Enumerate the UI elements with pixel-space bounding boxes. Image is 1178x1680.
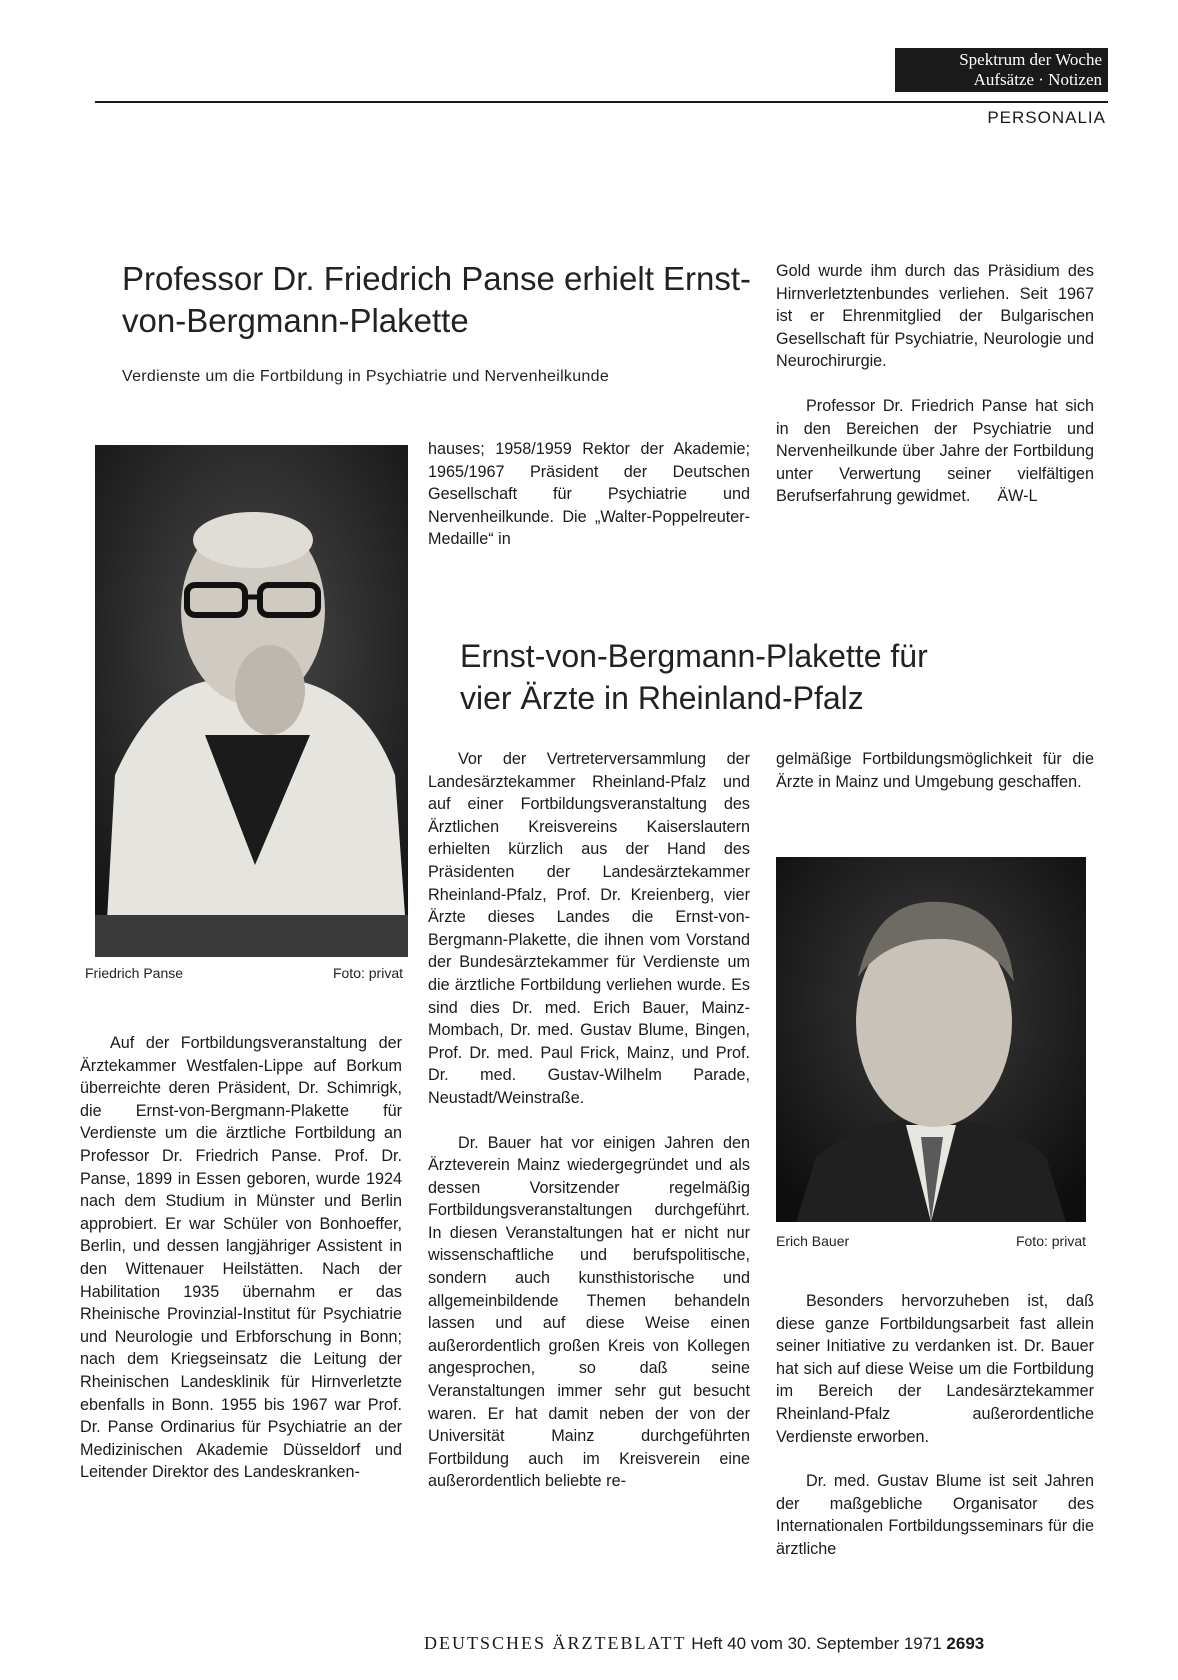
article1-closing-text: Professor Dr. Friedrich Panse hat sich in den Bereichen der Psychiatrie und Nervenheilkunde über Jahre der Fortbildung unter Verwertung seiner vielfältigen Berufserfahrung gewidmet. <box>776 396 1094 506</box>
photo-credit: Foto: privat <box>1015 1233 1086 1249</box>
article2-paragraph: Besonders hervorzuheben ist, daß diese ganze Fortbildungsarbeit fast allein seiner Initiative zu verdanken ist. Dr. Bauer hat sich auf diese Weise um die Fortbildung im Bereich der Landesärztekammer Rheinland-Pfalz außerordentliche Verdienste erworben. <box>776 1292 1094 1446</box>
article1-column-1 <box>80 1032 402 1484</box>
article2-paragraph: Dr. med. Gustav Blume ist seit Jahren der maßgebliche Organisator des Internationalen Fortbildungsseminars für die ärztliche <box>776 1472 1094 1558</box>
badge-line-1: Spektrum der Woche <box>959 50 1102 69</box>
page-footer <box>424 1633 984 1654</box>
portrait-panse-image <box>95 445 408 957</box>
bauer-caption <box>776 1233 1086 1249</box>
author-signature: ÄW-L <box>997 487 1038 506</box>
section-badge <box>895 48 1108 92</box>
portrait-bauer-image <box>776 857 1086 1222</box>
article2-paragraph: Dr. Bauer hat vor einigen Jahren den Ärzteverein Mainz wiedergegründet und als dessen Vorsitzender regelmäßig Fortbildungsveranstaltungen durchgeführt. In diesen Veranstaltungen hat er nicht nur wissenschaftliche und berufspolitische, sondern auch kunsthistorische und allgemeinbildende Themen behandeln lassen und auf diese Weise einen außerordentlich großen Kreis von Kollegen angesprochen, so daß seine Veranstaltungen immer sehr gut besucht waren. Er hat damit neben der von der Universität Mainz durchgeführten Fortbildung auch im Kreisverein eine außerordentlich beliebte re- <box>428 1133 750 1491</box>
article1-paragraph: hauses; 1958/1959 Rektor der Akademie; 1965/1967 Präsident der Deutschen Gesellschaft für Psychiatrie und Nervenheilkunde. Die „Walter-Poppelreuter-Medaille“ in <box>428 440 750 549</box>
page-number: 2693 <box>946 1634 985 1653</box>
article1-subtitle: Verdienste um die Fortbildung in Psychiatrie und Nervenheilkunde <box>122 368 610 385</box>
article1-paragraph: Gold wurde ihm durch das Präsidium des Hirnverletztenbundes verliehen. Seit 1967 ist er Ehrenmitglied der Bulgarischen Gesellschaft für Psychiatrie, Neurologie und Neurochirurgie. <box>776 262 1094 371</box>
panse-caption <box>85 965 403 981</box>
panse-photo <box>95 445 408 957</box>
article1-paragraph: Auf der Fortbildungsveranstaltung der Ärztekammer Westfalen-Lippe auf Borkum überreichte deren Präsident, Dr. Schimrigk, die Ernst-von-Bergmann-Plakette für Verdienste um die ärztliche Fortbildung an Professor Dr. Friedrich Panse. Prof. Dr. Panse, 1899 in Essen geboren, wurde 1924 nach dem Studium in Münster und Berlin approbiert. Er war Schüler von Bonhoeffer, Berlin, und dessen langjähriger Assistent in den Wittenauer Heilstätten. Nach der Habilitation 1935 übernahm er das Rheinische Provinzial-Institut für Psychiatrie und Neurologie und Erbforschung in Bonn; nach dem Kriegseinsatz die Leitung der Rheinischen Landesklinik für Hirnverletzte ebenfalls in Bonn. 1955 bis 1967 war Prof. Dr. Panse Ordinarius für Psychiatrie an der Medizinischen Akademie Düsseldorf und Leitender Direktor des Landeskranken- <box>80 1034 402 1482</box>
bauer-photo <box>776 857 1086 1222</box>
article2-column-1 <box>428 748 750 1493</box>
section-name: PERSONALIA <box>987 108 1106 127</box>
article2-column-2 <box>776 748 1094 793</box>
article1-title: Professor Dr. Friedrich Panse erhielt Ernst-von-Bergmann-Plakette <box>122 260 752 339</box>
issue-info: Heft 40 vom 30. September 1971 <box>691 1634 942 1653</box>
journal-name: DEUTSCHES ÄRZTEBLATT <box>424 1633 687 1653</box>
article1-column-2 <box>428 438 750 551</box>
article1-column-3 <box>776 260 1094 508</box>
article2-paragraph: gelmäßige Fortbildungsmöglichkeit für die Ärzte in Mainz und Umgebung geschaffen. <box>776 750 1094 791</box>
photo-credit: Foto: privat <box>332 965 403 981</box>
badge-line-2: Aufsätze · Notizen <box>973 70 1102 89</box>
article1-paragraph <box>776 395 1094 508</box>
photo-caption: Friedrich Panse <box>85 965 184 981</box>
article2-paragraph: Vor der Vertreterversammlung der Landesärztekammer Rheinland-Pfalz und auf einer Fortbildungsveranstaltung des Ärztlichen Kreisvereins Kaiserslautern erhielten kürzlich aus der Hand des Präsidenten der Landesärztekammer Rheinland-Pfalz, Prof. Dr. Kreienberg, vier Ärzte dieses Landes die Ernst-von-Bergmann-Plakette, die ihnen vom Vorstand der Bundesärztekammer für Verdienste um die ärztliche Fortbildung verliehen wurde. Es sind dies Dr. med. Erich Bauer, Mainz-Mombach, Dr. med. Gustav Blume, Bingen, Prof. Dr. med. Paul Frick, Mainz, und Prof. Dr. med. Gustav-Wilhelm Parade, Neustadt/Weinstraße. <box>428 750 750 1107</box>
article2-title: Ernst-von-Bergmann-Plakette für vier Ärzte in Rheinland-Pfalz <box>460 638 928 716</box>
photo-caption: Erich Bauer <box>776 1233 850 1249</box>
article2-column-3 <box>776 1290 1094 1561</box>
header-rule <box>95 101 1108 103</box>
